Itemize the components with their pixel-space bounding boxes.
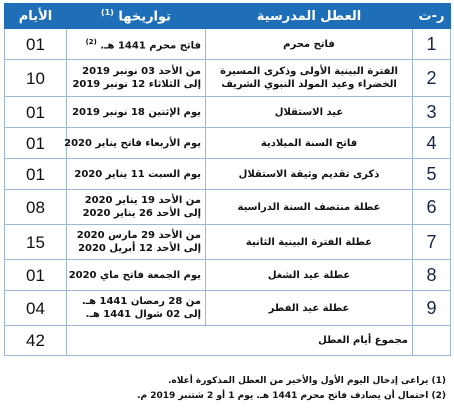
row-holiday-name: فاتح محرم	[206, 29, 413, 60]
table-row	[5, 190, 451, 225]
row-date-line	[71, 242, 201, 255]
row-date-text: من الأحد 29 مارس 2020	[76, 230, 201, 241]
row-date-line	[71, 207, 201, 220]
row-days: 01	[5, 128, 67, 159]
row-days: 01	[5, 97, 67, 128]
row-date-text: إلى الأحد 12 أبريل 2020	[78, 243, 201, 254]
row-days: 04	[5, 291, 67, 326]
table-header-row	[5, 4, 451, 29]
row-dates	[67, 60, 206, 97]
row-holiday-name: الفترة البينية الأولى وذكرى المسيرة الخضراء وعيد المولد النبوي الشريف	[206, 60, 413, 97]
footnote-2: (2) احتمال أن يصادف فاتح محرم 1441 هـ. يوم 1 أو 2 شتنبر 2019 م.	[137, 391, 446, 401]
row-date-text: إلى الثلاثاء 12 نونبر 2019	[72, 79, 201, 90]
row-number: 8	[413, 260, 451, 291]
header-days-label: الأيام	[18, 8, 53, 24]
total-days: 42	[5, 326, 67, 356]
row-holiday-name: فاتح السنة الميلادية	[206, 128, 413, 159]
total-label: مجموع أيام العطل	[67, 326, 413, 356]
row-date-line	[71, 78, 201, 91]
total-row	[5, 326, 451, 356]
header-num-label: ر-ت	[418, 8, 445, 24]
row-holiday-name: عطلة عيد الفطر	[206, 291, 413, 326]
row-days: 10	[5, 60, 67, 97]
row-date-text: إلى الأحد 26 يناير 2020	[82, 208, 201, 219]
row-dates	[64, 128, 206, 159]
row-date-line	[71, 168, 201, 181]
table-row	[5, 128, 451, 159]
row-date-text: يوم الإثنين 18 نونبر 2019	[72, 106, 201, 118]
row-date-text: يوم الجمعة فاتح ماي 2020	[68, 269, 201, 281]
row-holiday-name: عيد الاستقلال	[206, 97, 413, 128]
row-dates	[67, 260, 206, 291]
row-date-text: يوم السبت 11 يناير 2020	[74, 168, 201, 180]
row-date-line	[71, 106, 201, 119]
table-row	[5, 97, 451, 128]
row-number: 4	[413, 128, 451, 159]
header-name-label: العطل المدرسية	[256, 8, 362, 24]
row-days: 01	[5, 260, 67, 291]
row-holiday-name: ذكرى تقديم وثيقة الاستقلال	[206, 159, 413, 190]
row-dates	[67, 190, 206, 225]
row-number: 7	[413, 225, 451, 260]
footnote-1: (1) يراعى إدخال اليوم الأول والأخير من العطل المذكورة أعلاه.	[168, 376, 446, 386]
row-number: 3	[413, 97, 451, 128]
row-date-text: فاتح محرم 1441 هـ.	[100, 40, 201, 52]
row-date-footnote-mark: (2)	[85, 37, 97, 46]
table-row	[5, 29, 451, 60]
row-holiday-name: عطلة منتصف السنة الدراسية	[206, 190, 413, 225]
table-row	[5, 225, 451, 260]
row-number: 1	[413, 29, 451, 60]
row-date-text: من الأحد 03 نونبر 2019	[82, 66, 201, 77]
row-date-line	[71, 229, 201, 242]
holidays-table	[4, 3, 451, 356]
row-holiday-name: عطلة الفترة البينية الثانية	[206, 225, 413, 260]
row-date-line	[71, 308, 201, 321]
row-days: 08	[5, 190, 67, 225]
header-name	[206, 4, 413, 29]
table-body	[5, 29, 451, 356]
row-dates	[67, 97, 206, 128]
header-dates	[67, 4, 206, 29]
row-days: 15	[5, 225, 67, 260]
row-number: 5	[413, 159, 451, 190]
row-date-line	[64, 137, 201, 150]
row-date-text: يوم الأربعاء فاتح يناير 2020	[64, 137, 201, 149]
row-date-line	[68, 269, 201, 282]
row-dates	[67, 291, 206, 326]
row-dates	[67, 225, 206, 260]
table-row	[5, 60, 451, 97]
header-days	[5, 4, 67, 29]
row-date-line	[71, 65, 201, 78]
row-number: 9	[413, 291, 451, 326]
row-days: 01	[5, 29, 67, 60]
total-empty-cell	[413, 326, 451, 356]
table-row	[5, 159, 451, 190]
header-dates-footnote-mark: (1)	[100, 7, 114, 17]
row-date-line	[71, 36, 201, 52]
table-row	[5, 260, 451, 291]
header-num	[413, 4, 451, 29]
table-row	[5, 291, 451, 326]
row-date-text: من 28 رمضان 1441 هـ.	[81, 296, 201, 307]
row-date-text: إلى 02 شوال 1441 هـ.	[85, 309, 201, 320]
row-date-line	[71, 295, 201, 308]
footnotes	[6, 374, 446, 404]
row-days: 01	[5, 159, 67, 190]
row-number: 6	[413, 190, 451, 225]
row-number: 2	[413, 60, 451, 97]
row-dates	[67, 29, 206, 60]
header-dates-label: تواريخها	[118, 9, 172, 25]
row-date-line	[71, 194, 201, 207]
row-holiday-name: عطلة عيد الشغل	[206, 260, 413, 291]
row-dates	[67, 159, 206, 190]
row-date-text: من الأحد 19 يناير 2020	[84, 195, 201, 206]
